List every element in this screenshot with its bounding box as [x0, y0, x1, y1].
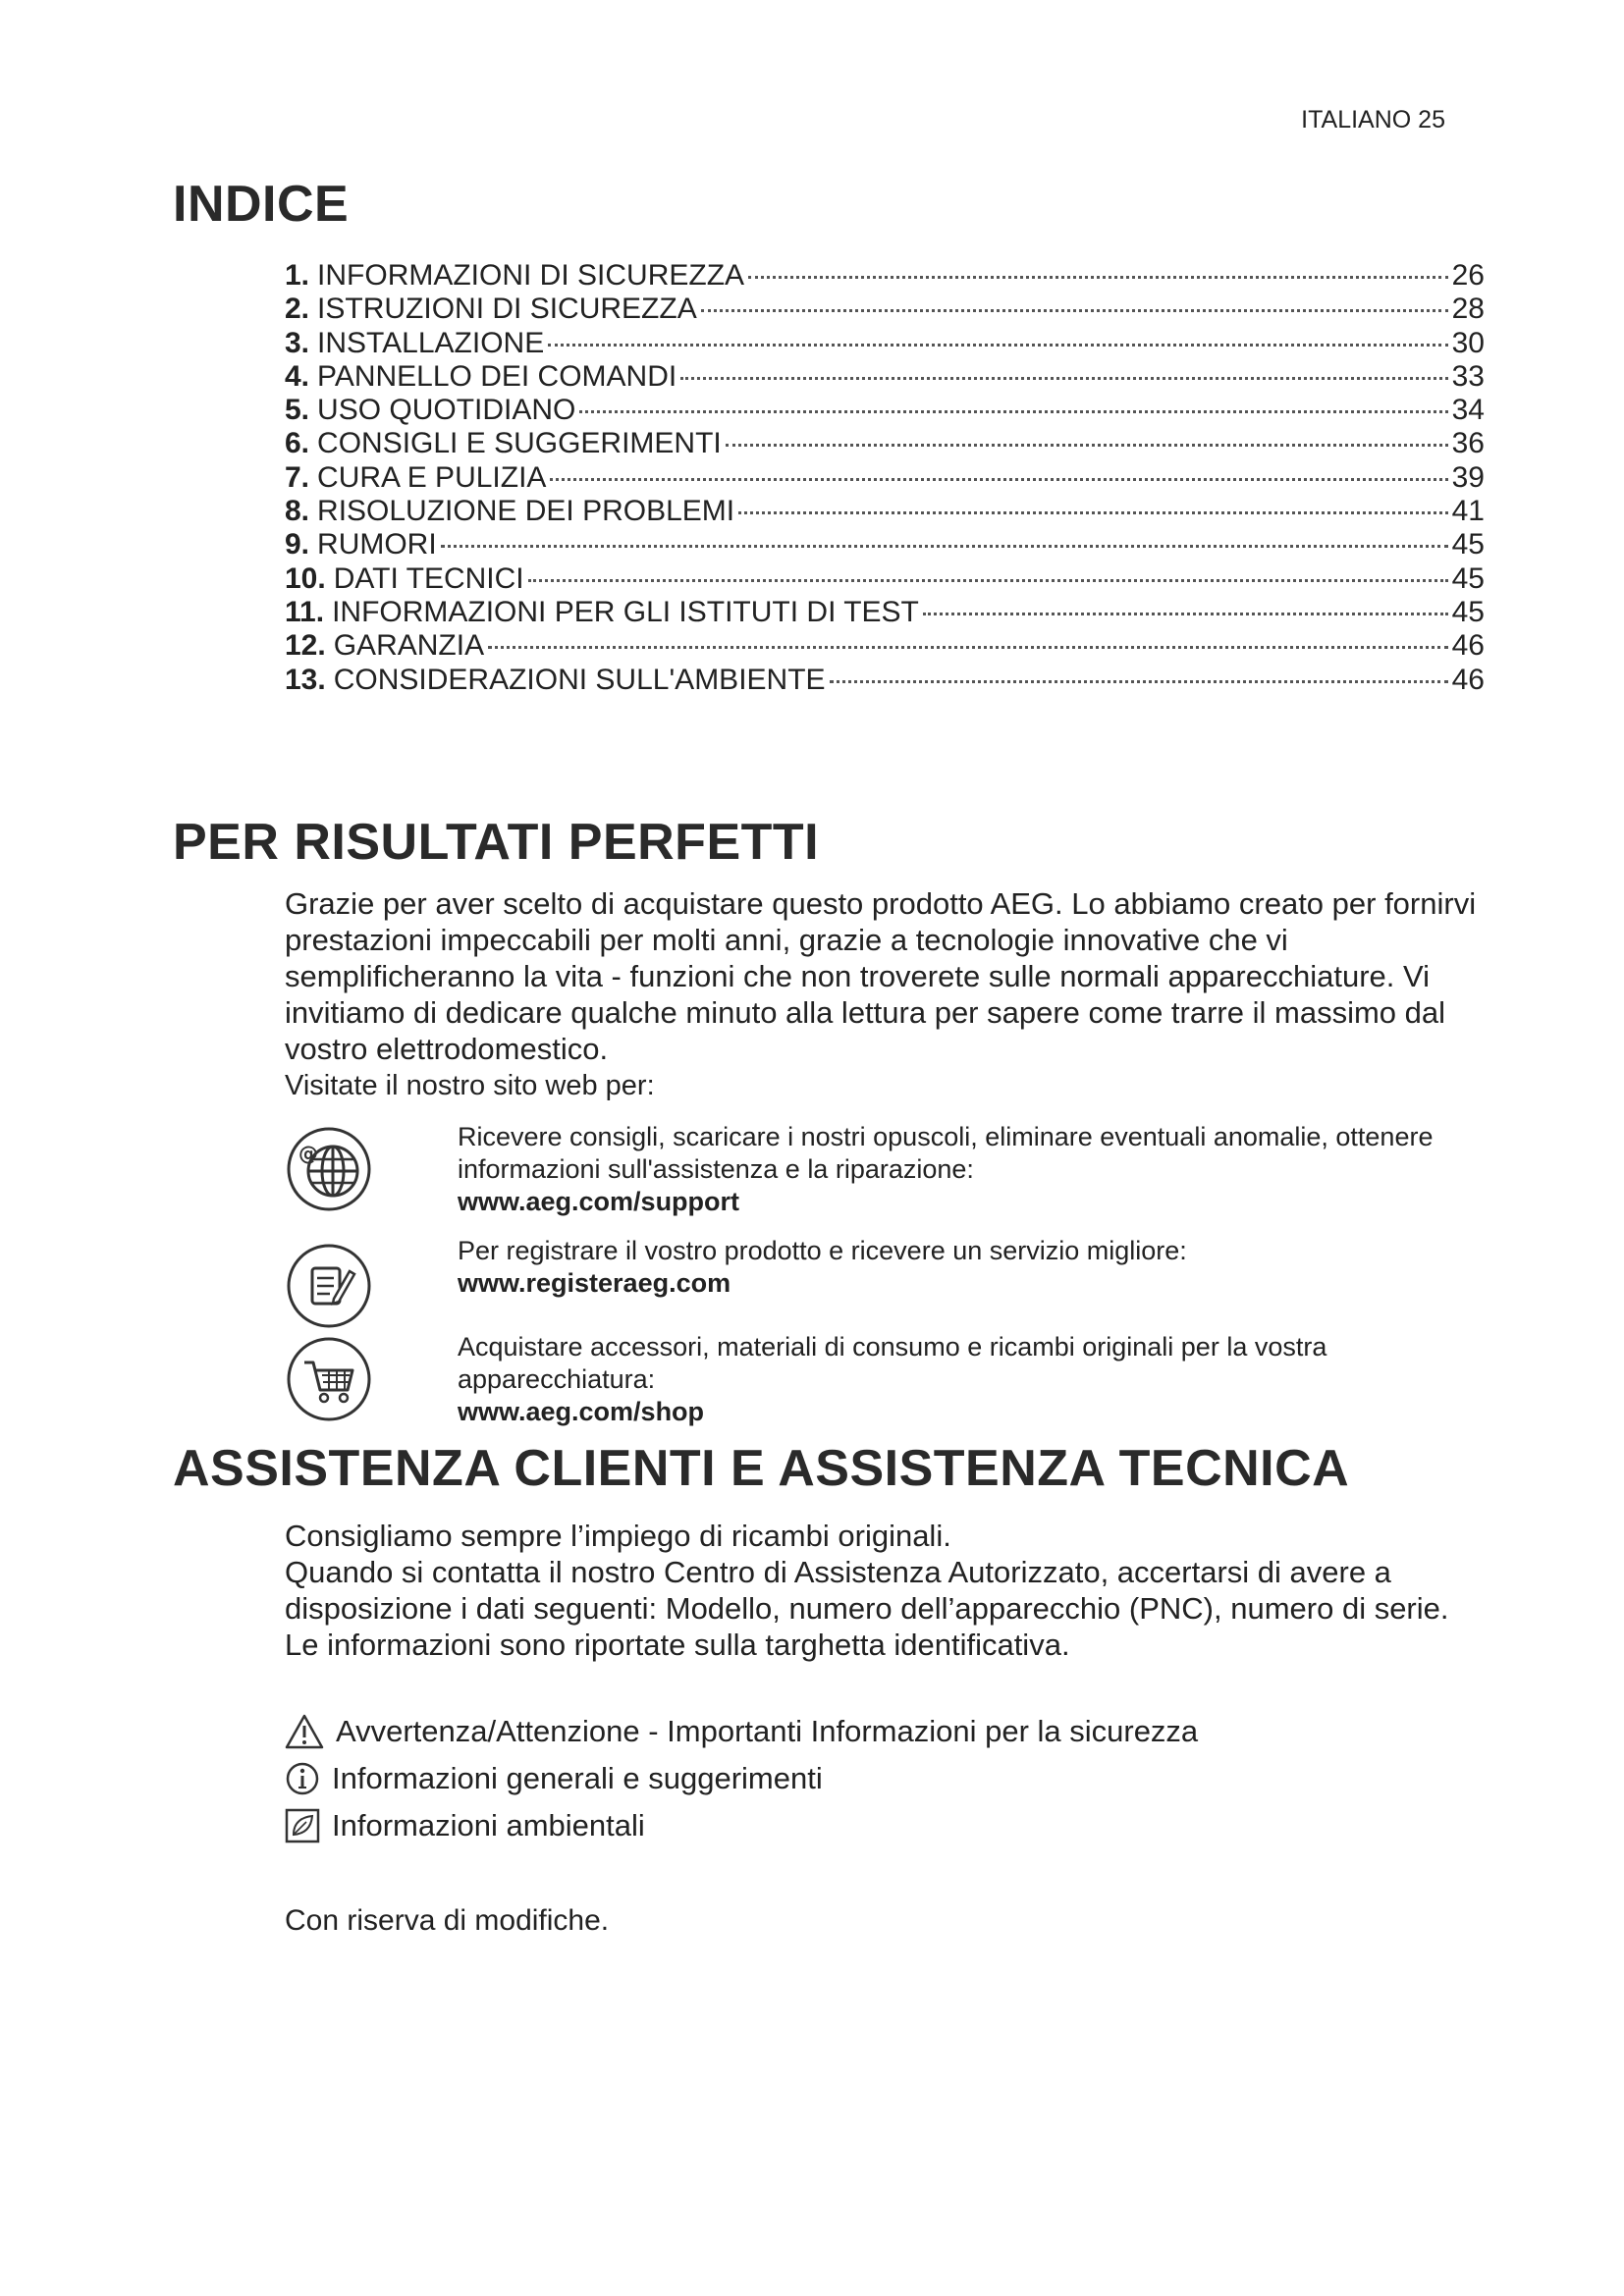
toc-leader [488, 646, 1448, 649]
shop-site-row [285, 1331, 1492, 1439]
toc-leader [579, 410, 1447, 413]
assistance-line-2: Quando si contatta il nostro Centro di Assistenza Autorizzato, accertarsi di avere a disposizione i dati seguenti: Modello, numero dell’apparecchio (PNC), numero di serie. [285, 1555, 1449, 1626]
toc-number: 4. [285, 359, 310, 393]
toc-item[interactable] [285, 528, 1485, 561]
shop-link[interactable]: www.aeg.com/shop [458, 1397, 705, 1426]
register-link[interactable]: www.registeraeg.com [458, 1268, 731, 1298]
toc-label: INFORMAZIONI PER GLI ISTITUTI DI TEST [332, 595, 919, 628]
support-description: Ricevere consigli, scaricare i nostri opuscoli, eliminare eventuali anomalie, ottenere informazioni sull'assistenza e la riparazione: [458, 1122, 1434, 1184]
support-site-text [458, 1121, 1498, 1218]
toc-page: 34 [1451, 394, 1485, 427]
legend-item-info [285, 1755, 1492, 1802]
toc-item[interactable] [285, 664, 1485, 697]
toc-page: 45 [1451, 595, 1485, 628]
info-icon [285, 1761, 320, 1796]
symbol-legend [285, 1708, 1492, 1849]
toc-page: 46 [1451, 629, 1485, 663]
toc-page: 28 [1451, 293, 1485, 326]
toc-label: ISTRUZIONI DI SICUREZZA [317, 293, 697, 326]
toc-number: 9. [285, 528, 310, 561]
support-site-row [285, 1121, 1492, 1229]
toc-leader [548, 344, 1447, 347]
warning-icon [285, 1714, 324, 1749]
toc-leader [550, 478, 1447, 481]
toc-item[interactable] [285, 293, 1485, 326]
toc-page: 26 [1451, 259, 1485, 292]
toc-item[interactable] [285, 327, 1485, 360]
toc-leader [738, 511, 1448, 514]
toc-page: 33 [1451, 359, 1485, 393]
disclaimer-note: Con riserva di modifiche. [285, 1904, 610, 1937]
register-description: Per registrare il vostro prodotto e ricevere un servizio migliore: [458, 1236, 1187, 1265]
index-title: INDICE [173, 176, 350, 233]
shopping-cart-icon [285, 1335, 373, 1423]
toc-leader [830, 680, 1448, 683]
shop-description: Acquistare accessori, materiali di consumo e ricambi originali per la vostra apparecchiatura: [458, 1332, 1327, 1394]
toc-leader [701, 309, 1448, 312]
intro-paragraph: Grazie per aver scelto di acquistare questo prodotto AEG. Lo abbiamo creato per fornirvi prestazioni impeccabili per molti anni, grazie a tecnologie innovative che vi semplificheranno la vita - funzioni che non troverete sulle normali apparecchiature. Vi invitiamo di dedicare qualche minuto alla lettura per sapere come trarre il massimo dal vostro elettrodomestico. [285, 886, 1477, 1066]
toc-label: INFORMAZIONI DI SICUREZZA [317, 259, 745, 292]
register-site-text [458, 1235, 1498, 1300]
toc-item[interactable] [285, 394, 1485, 427]
table-of-contents [285, 259, 1485, 697]
toc-label: RUMORI [317, 528, 437, 561]
toc-item[interactable] [285, 461, 1485, 495]
toc-number: 10. [285, 561, 326, 595]
toc-number: 2. [285, 293, 310, 326]
toc-item[interactable] [285, 495, 1485, 528]
register-site-row [285, 1235, 1492, 1333]
toc-label: RISOLUZIONE DEI PROBLEMI [317, 495, 735, 528]
legend-environment-text: Informazioni ambientali [332, 1808, 645, 1842]
legend-item-environment [285, 1802, 1492, 1849]
toc-item[interactable] [285, 629, 1485, 663]
toc-number: 3. [285, 326, 310, 359]
toc-number: 7. [285, 460, 310, 494]
toc-number: 13. [285, 663, 326, 696]
toc-leader [680, 377, 1447, 380]
page-header: ITALIANO 25 [1301, 106, 1445, 133]
toc-label: CONSIGLI E SUGGERIMENTI [317, 427, 722, 460]
shop-site-text [458, 1331, 1498, 1428]
toc-leader [748, 276, 1448, 279]
legend-info-text: Informazioni generali e suggerimenti [332, 1761, 823, 1795]
toc-item[interactable] [285, 427, 1485, 460]
environment-icon [285, 1808, 320, 1843]
toc-page: 30 [1451, 326, 1485, 359]
toc-label: DATI TECNICI [333, 561, 524, 595]
perfect-results-title: PER RISULTATI PERFETTI [173, 814, 820, 871]
toc-page: 45 [1451, 561, 1485, 595]
toc-leader [923, 613, 1448, 615]
toc-number: 12. [285, 629, 326, 663]
visit-website-text: Visitate il nostro sito web per: [285, 1070, 655, 1101]
toc-page: 39 [1451, 460, 1485, 494]
assistance-line-3: Le informazioni sono riportate sulla targhetta identificativa. [285, 1628, 1070, 1662]
toc-label: GARANZIA [333, 629, 485, 663]
toc-leader [441, 545, 1448, 548]
assistance-line-1: Consigliamo sempre l’impiego di ricambi originali. [285, 1519, 951, 1553]
svg-text:@: @ [298, 1142, 318, 1165]
toc-page: 46 [1451, 663, 1485, 696]
toc-item[interactable] [285, 596, 1485, 629]
toc-number: 8. [285, 495, 310, 528]
toc-label: CONSIDERAZIONI SULL'AMBIENTE [333, 663, 826, 696]
toc-number: 1. [285, 259, 310, 292]
legend-item-warning [285, 1708, 1492, 1755]
register-icon [285, 1242, 373, 1330]
toc-label: CURA E PULIZIA [317, 460, 547, 494]
toc-item[interactable] [285, 360, 1485, 394]
legend-warning-text: Avvertenza/Attenzione - Importanti Informazioni per la sicurezza [336, 1714, 1199, 1748]
assistance-body [285, 1518, 1492, 1663]
toc-leader [726, 444, 1448, 447]
toc-number: 5. [285, 394, 310, 427]
toc-label: USO QUOTIDIANO [317, 394, 576, 427]
toc-item[interactable] [285, 259, 1485, 293]
toc-page: 45 [1451, 528, 1485, 561]
toc-number: 11. [285, 595, 325, 628]
toc-item[interactable] [285, 562, 1485, 596]
toc-leader [528, 579, 1448, 582]
toc-page: 36 [1451, 427, 1485, 460]
assistance-title: ASSISTENZA CLIENTI E ASSISTENZA TECNICA [173, 1440, 1350, 1497]
toc-page: 41 [1451, 495, 1485, 528]
toc-label: INSTALLAZIONE [317, 326, 545, 359]
globe-icon [285, 1125, 373, 1213]
support-link[interactable]: www.aeg.com/support [458, 1187, 740, 1216]
toc-number: 6. [285, 427, 310, 460]
toc-label: PANNELLO DEI COMANDI [317, 359, 677, 393]
